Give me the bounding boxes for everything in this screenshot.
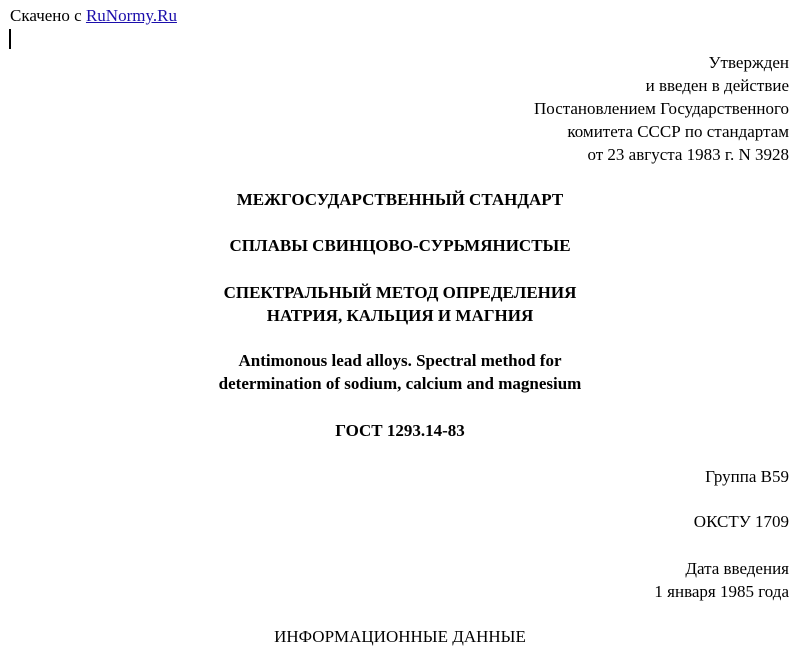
download-prefix: Скачено с <box>10 6 82 25</box>
oksu-code: ОКСТУ 1709 <box>693 512 789 531</box>
standard-type <box>0 188 796 211</box>
standard-type-text: МЕЖГОСУДАРСТВЕННЫЙ СТАНДАРТ <box>236 190 564 209</box>
approval-line-2: и введен в действие <box>645 76 789 95</box>
group-code: Группа В59 <box>705 467 789 486</box>
runormy-link[interactable]: RuNormy.Ru <box>85 6 177 25</box>
standard-subtitle <box>0 281 796 327</box>
intro-date-label: Дата введения <box>685 559 789 578</box>
intro-date-value: 1 января 1985 года <box>654 582 789 601</box>
gost-code-text: ГОСТ 1293.14-83 <box>335 421 465 440</box>
download-source-line <box>10 6 177 26</box>
approval-line-4: комитета СССР по стандартам <box>567 122 789 141</box>
approval-line-5: от 23 августа 1983 г. N 3928 <box>587 145 789 164</box>
approval-line-1: Утвержден <box>708 53 789 72</box>
subtitle-line-2: НАТРИЯ, КАЛЬЦИЯ И МАГНИЯ <box>266 306 534 325</box>
approval-block <box>534 51 789 166</box>
standard-title <box>0 234 796 257</box>
subtitle-line-1: СПЕКТРАЛЬНЫЙ МЕТОД ОПРЕДЕЛЕНИЯ <box>223 283 577 302</box>
approval-line-3: Постановлением Государственного <box>534 99 789 118</box>
standard-title-text: СПЛАВЫ СВИНЦОВО-СУРЬМЯНИСТЫЕ <box>229 236 571 255</box>
english-title <box>0 349 796 395</box>
text-cursor <box>9 29 11 49</box>
english-title-line-1: Antimonous lead alloys. Spectral method for <box>238 351 562 370</box>
gost-code <box>0 419 796 442</box>
info-data-heading: ИНФОРМАЦИОННЫЕ ДАННЫЕ <box>274 627 526 646</box>
english-title-line-2: determination of sodium, calcium and magnesium <box>218 374 582 393</box>
